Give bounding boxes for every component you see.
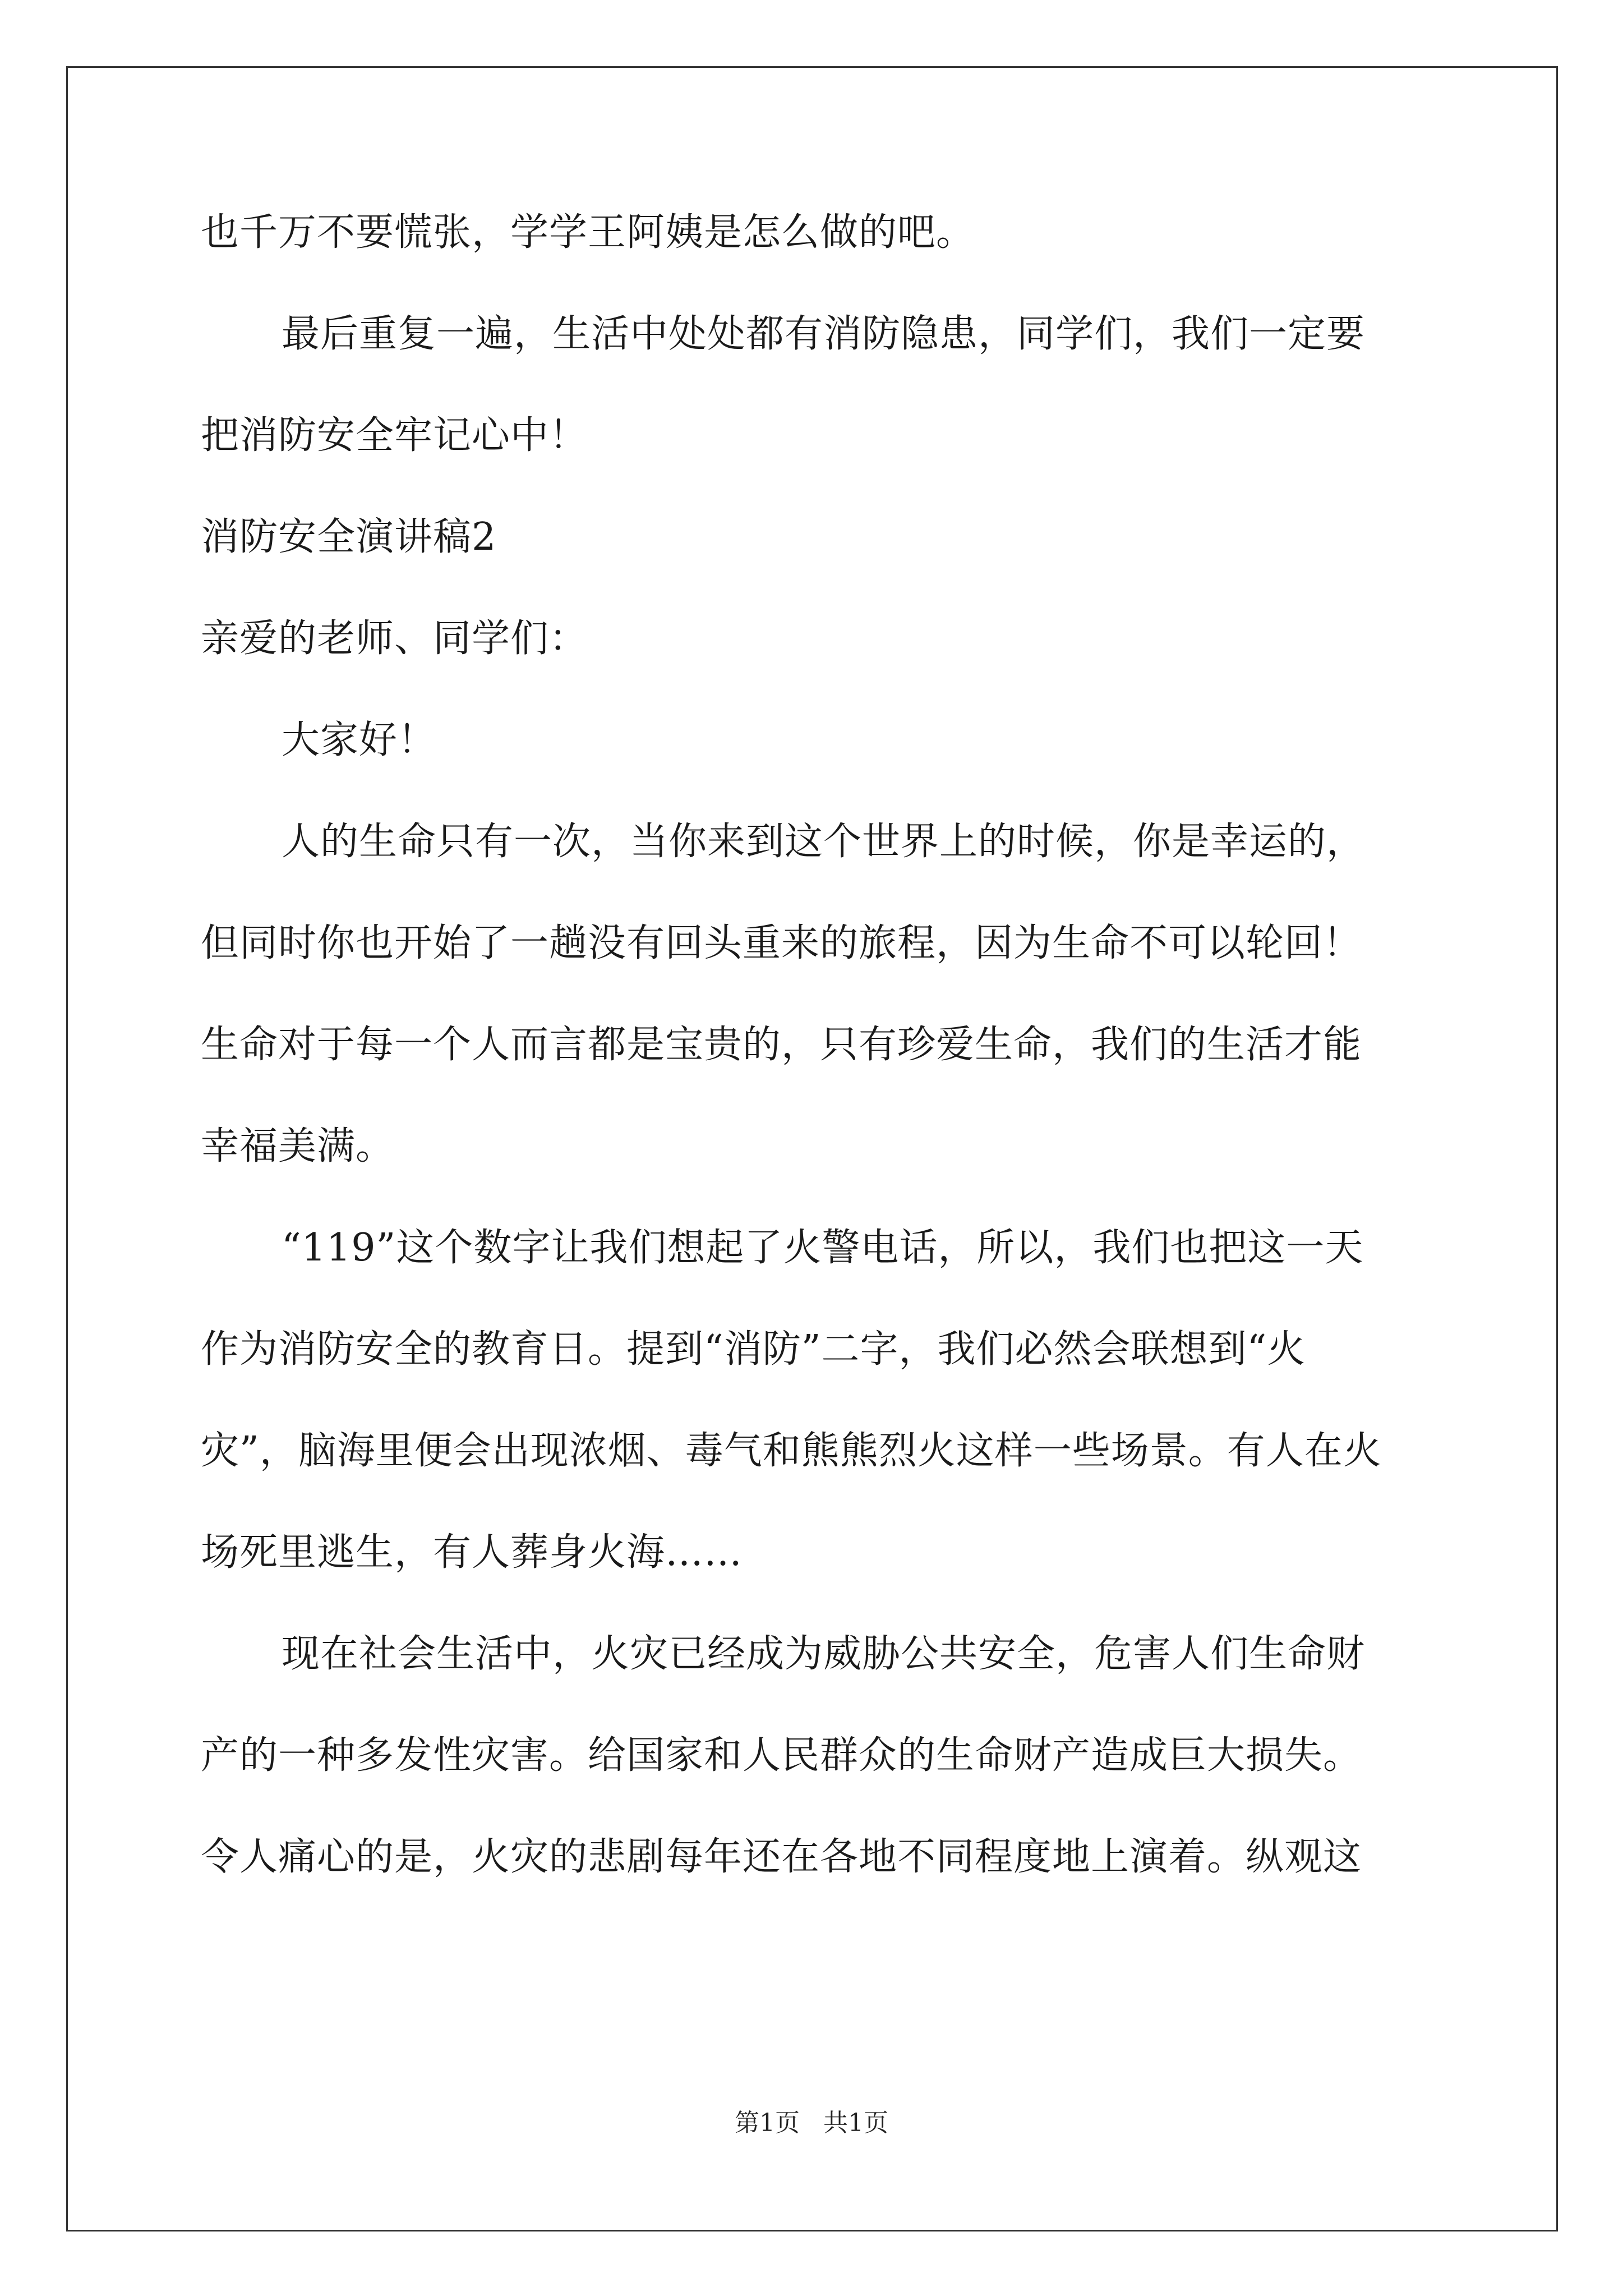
text-line: 把消防安全牢记心中！ (201, 413, 588, 458)
text-line: 也千万不要慌张，学学王阿姨是怎么做的吧。 (201, 210, 975, 255)
text-line: 最后重复一遍，生活中处处都有消防隐患，同学们，我们一定要 (282, 312, 1366, 356)
page-footer (0, 2109, 1623, 2137)
text-line: 令人痛心的是，火灾的悲剧每年还在各地不同程度地上演着。纵观这 (201, 1835, 1362, 1879)
text-line: 生命对于每一个人而言都是宝贵的，只有珍爱生命，我们的生活才能 (201, 1023, 1362, 1067)
text-line: 产的一种多发性灾害。给国家和人民群众的生命财产造成巨大损失。 (201, 1733, 1362, 1778)
text-line: 大家好！ (282, 718, 437, 762)
text-line: 人的生命只有一次，当你来到这个世界上的时候，你是幸运的， (282, 820, 1366, 864)
text-line: 场死里逃生，有人葬身火海…… (201, 1530, 743, 1575)
text-line: 现在社会生活中，火灾已经成为威胁公共安全，危害人们生命财 (282, 1632, 1366, 1676)
section-heading: 消防安全演讲稿2 (201, 515, 497, 559)
text-line: 作为消防安全的教育日。提到“消防”二字，我们必然会联想到“火 (201, 1327, 1306, 1372)
text-line: 幸福美满。 (201, 1124, 395, 1168)
page-total: 共1页 (823, 2109, 888, 2137)
text-line: 但同时你也开始了一趟没有回头重来的旅程，因为生命不可以轮回！ (201, 921, 1362, 965)
page-number: 第1页 (735, 2109, 800, 2137)
text-line: “119”这个数字让我们想起了火警电话，所以，我们也把这一天 (282, 1226, 1364, 1270)
salutation: 亲爱的老师、同学们： (201, 616, 588, 661)
text-line: 灾”，脑海里便会出现浓烟、毒气和熊熊烈火这样一些场景。有人在火 (201, 1429, 1382, 1473)
